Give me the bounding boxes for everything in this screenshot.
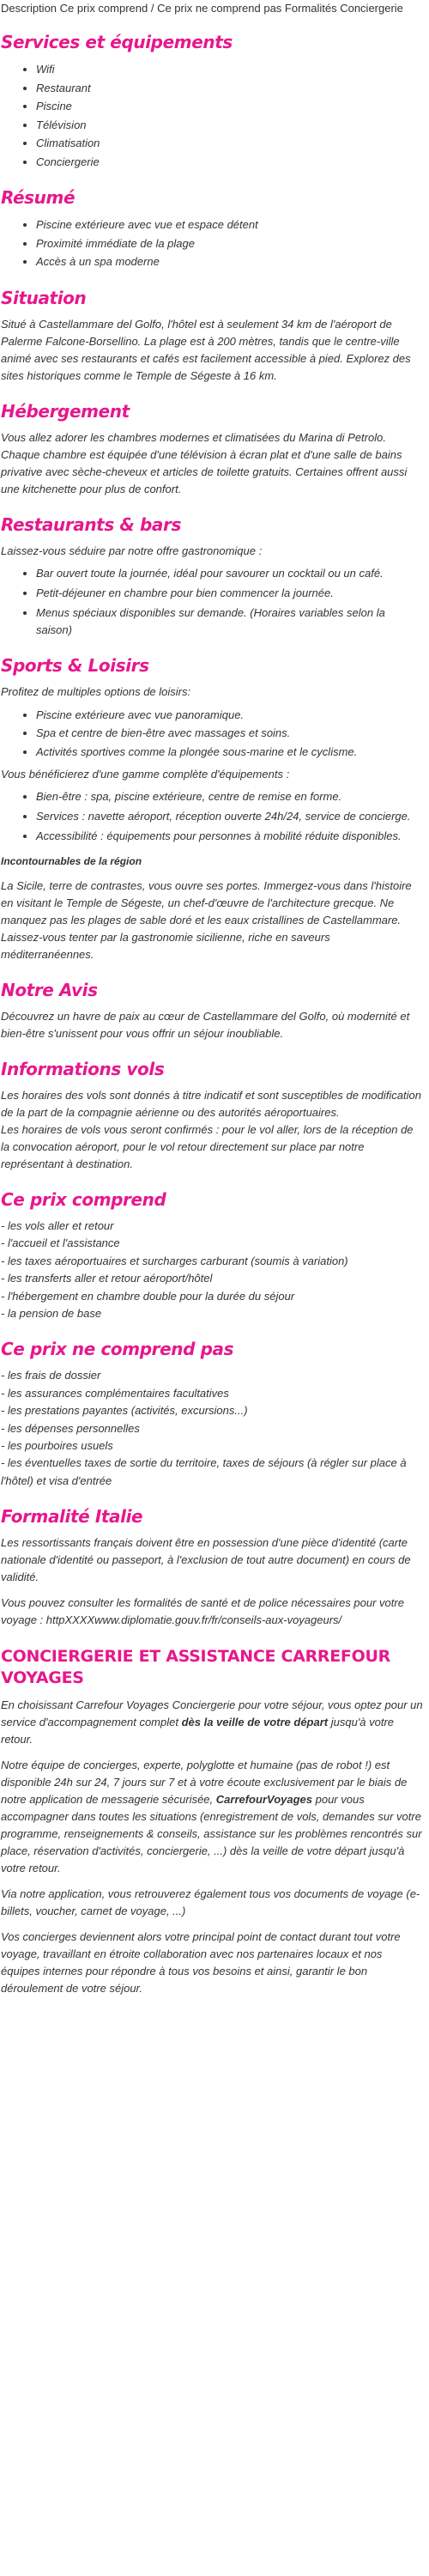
list-item: - les frais de dossier (1, 1369, 101, 1382)
list-item: • Piscine (36, 97, 424, 116)
region-text: La Sicile, terre de contrastes, vous ouvre ses portes. Immergez-vous dans l'histoire en visitant le Temple de Ségeste, un chef-d'œuvre de l'architecture grecque. Ne manquez pas les plages de sable doré et les eaux cristallines de Castellammare. Laissez-vous tenter par la gastronomie sicilienne, riche en saveurs méditerranéennes. (1, 879, 412, 961)
section-prix-ne-comprend (1, 1339, 424, 1490)
formalite-text-2: Vous pouvez consulter les formalités de santé et de police nécessaires pour votre voyage : httpXXXXwww.diplomatie.gouv.fr/fr/conseils-aux-voyageurs/ (1, 1596, 404, 1627)
formalite-text-1: Les ressortissants français doivent être en possession d'une pièce d'identité (carte nationale d'identité ou passeport, à l'exclusion de tout autre document) en cours de validité. (1, 1536, 411, 1584)
departure-highlight: dès la veille de votre départ (181, 1716, 329, 1729)
list-item: - les dépenses personnelles (1, 1421, 140, 1435)
list-item: • Bar ouvert toute la journée, idéal pour savourer un cocktail ou un café. (36, 565, 424, 582)
vols-title: Informations vols (1, 1059, 165, 1079)
app-name-highlight: CarrefourVoyages (215, 1793, 312, 1807)
services-title: Services et équipements (1, 32, 233, 52)
region-subheading: Incontournables de la région (1, 855, 142, 867)
list-item: • Wifi (36, 60, 424, 79)
list-item: - les vols aller et retour (1, 1219, 114, 1232)
list-item: • Bien-être : spa, piscine extérieure, centre de remise en forme. (36, 788, 424, 805)
list-item: • Services : navette aéroport, réception ouverte 24h/24, service de concierge. (36, 808, 424, 825)
top-navigation-line: Description Ce prix comprend / Ce prix ne comprend pas Formalités Conciergerie (1, 2, 403, 15)
list-item: • Spa et centre de bien-être avec massages et soins. (36, 724, 424, 743)
list-item: • Activités sportives comme la plongée sous-marine et le cyclisme. (36, 743, 424, 762)
list-item: • Conciergerie (36, 153, 424, 172)
vols-text-1: Les horaires des vols sont donnés à titre indicatif et sont susceptibles de modification de la part de la compagnie aérienne ou des autorités aéroportuaires. (1, 1089, 421, 1119)
prix-comprend-list (1, 1218, 424, 1322)
restaurants-list (1, 565, 424, 639)
list-item: - l'accueil et l'assistance (1, 1236, 120, 1250)
section-hebergement (1, 401, 424, 498)
services-list (1, 60, 424, 171)
section-services (1, 32, 424, 171)
section-resume (1, 187, 424, 271)
section-conciergerie (1, 1646, 424, 1997)
prix-comprend-title: Ce prix comprend (1, 1189, 166, 1210)
list-item: - les taxes aéroportuaires et surcharges carburant (soumis à variation) (1, 1254, 348, 1267)
hebergement-text: Vous allez adorer les chambres modernes et climatisées du Marina di Petrolo. Chaque chambre est équipée d'une télévision à écran plat et d'une salle de bains privative avec sèche-cheveux et articles de toilette gratuits. Certaines offrent aussi une kitchenette pour plus de confort. (1, 430, 408, 495)
section-prix-comprend (1, 1189, 424, 1322)
conciergerie-paragraph-2: Notre équipe de concierges, experte, polyglotte et humaine (pas de robot !) est disponible 24h sur 24, 7 jours sur 7 et à votre écoute exclusivement par le biais de notre application de messagerie sécurisée, CarrefourVoyages pour vous accompagner dans toutes les situations (enregistrement de vols, demandes sur votre programme, renseignements & conseils, assistance sur les problèmes rencontrés sur place, réservation d'activités, conciergerie, ...) dès la veille de votre départ jusqu'à votre retour. (1, 1759, 422, 1875)
conciergerie-paragraph-1: En choisissant Carrefour Voyages Conciergerie pour votre séjour, vous optez pour un service d'accompagnement complet dès la veille de votre départ jusqu'à votre retour. (1, 1698, 423, 1747)
hebergement-title: Hébergement (1, 400, 130, 422)
section-formalite (1, 1506, 424, 1629)
sports-intro: Profitez de multiples options de loisirs: (1, 684, 191, 698)
vols-text-2: Les horaires de vols vous seront confirmés : pour le vol aller, lors de la réception de la convocation aéroport, pour le vol retour directement sur place par notre représentant à destination. (1, 1123, 414, 1170)
list-item: • Menus spéciaux disponibles sur demande. (Horaires variables selon la saison) (36, 605, 424, 639)
list-item: - les pourboires usuels (1, 1439, 113, 1453)
section-restaurants (1, 514, 424, 639)
list-item: - les assurances complémentaires facultatives (1, 1386, 229, 1400)
list-item: • Accès à un spa moderne (36, 252, 424, 271)
conciergerie-title: CONCIERGERIE ET ASSISTANCE CARREFOUR VOYAGES (1, 1647, 390, 1688)
conciergerie-paragraph-4: Vos concierges deviennent alors votre principal point de contact durant tout votre voyage, travaillant en étroite collaboration avec nos partenaires locaux et nos équipes internes pour répondre à tous vos besoins et ainsi, garantir le bon déroulement de votre séjour. (1, 1930, 401, 1996)
section-avis (1, 980, 424, 1042)
resume-list (1, 216, 424, 271)
list-item: - les prestations payantes (activités, excursions...) (1, 1404, 248, 1418)
prix-ne-comprend-title: Ce prix ne comprend pas (1, 1339, 234, 1360)
section-sports (1, 655, 424, 964)
avis-text: Découvrez un havre de paix au cœur de Castellammare del Golfo, où modernité et bien-être s'unissent pour vous offrir un séjour inoubliable. (1, 1010, 410, 1040)
formalite-title: Formalité Italie (1, 1506, 143, 1528)
list-item: • Climatisation (36, 134, 424, 153)
avis-title: Notre Avis (1, 980, 98, 1000)
list-item: • Petit-déjeuner en chambre pour bien commencer la journée. (36, 585, 424, 602)
equipment-list (1, 788, 424, 845)
sports-list (1, 706, 424, 762)
list-item: - l'hébergement en chambre double pour la durée du séjour (1, 1289, 295, 1303)
list-item: • Restaurant (36, 79, 424, 98)
list-item: - les transferts aller et retour aéroport/hôtel (1, 1272, 213, 1285)
list-item: • Piscine extérieure avec vue et espace détent (36, 216, 424, 234)
equipment-intro: Vous bénéficierez d'une gamme complète d'équipements : (1, 768, 290, 781)
section-situation (1, 288, 424, 385)
resume-title: Résumé (1, 187, 76, 208)
list-item: • Proximité immédiate de la plage (36, 234, 424, 253)
restaurants-title: Restaurants & bars (1, 513, 181, 535)
prix-ne-comprend-list (1, 1367, 424, 1490)
list-item: • Télévision (36, 116, 424, 135)
sports-title: Sports & Loisirs (1, 654, 149, 676)
situation-text: Situé à Castellammare del Golfo, l'hôtel est à seulement 34 km de l'aéroport de Palerme Falcone-Borsellino. La plage est à 200 mètres, tandis que le centre-ville animé avec ses restaurants et cafés est facilement accessible à pied. Explorez des sites historiques comme le Temple de Ségeste à 16 km. (1, 317, 411, 382)
situation-title: Situation (1, 287, 87, 308)
conciergerie-paragraph-3: Via notre application, vous retrouverez également tous vos documents de voyage (e-billets, voucher, carnet de voyage, ...) (1, 1887, 420, 1918)
list-item: • Accessibilité : équipements pour personnes à mobilité réduite disponibles. (36, 828, 424, 845)
list-item: - la pension de base (1, 1307, 102, 1321)
list-item: - les éventuelles taxes de sortie du territoire, taxes de séjours (à régler sur place à l'hôtel) et visa d'entrée (1, 1456, 407, 1487)
list-item: • Piscine extérieure avec vue panoramique. (36, 706, 424, 725)
restaurants-intro: Laissez-vous séduire par notre offre gastronomique : (1, 544, 263, 557)
section-vols (1, 1059, 424, 1173)
